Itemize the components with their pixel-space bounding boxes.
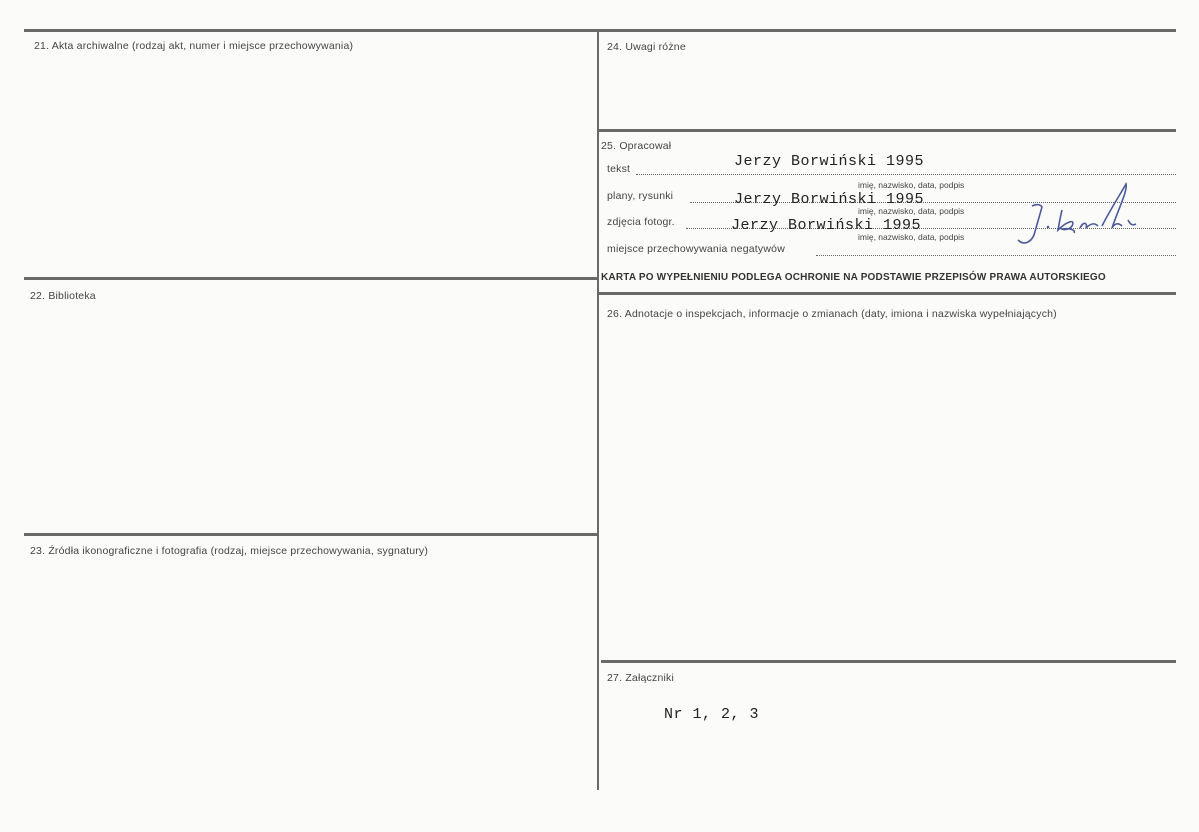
divider-26-27	[601, 660, 1176, 663]
center-divider-line	[597, 30, 599, 790]
copyright-notice: KARTA PO WYPEŁNIENIU PODLEGA OCHRONIE NA PODSTAWIE PRZEPISÓW PRAWA AUTORSKIEGO	[601, 272, 1106, 283]
text-author-line	[636, 174, 1176, 175]
section-24-label: 24. Uwagi różne	[607, 41, 686, 53]
text-author-value: Jerzy Borwiński 1995	[734, 153, 925, 170]
attachments-value: Nr 1, 2, 3	[664, 706, 760, 723]
photos-author-label: zdjęcia fotogr.	[607, 216, 675, 228]
negatives-location-label: miejsce przechowywania negatywów	[607, 243, 785, 255]
section-26-label: 26. Adnotacje o inspekcjach, informacje o zmianach (daty, imiona i nazwiska wypełniających)	[607, 308, 1057, 320]
plans-author-caption: imię, nazwisko, data, podpis	[858, 206, 965, 216]
handwritten-signature	[1014, 180, 1144, 250]
section-27-label: 27. Załączniki	[607, 672, 674, 684]
divider-25-26	[599, 292, 1176, 295]
divider-21-22	[24, 277, 597, 280]
negatives-location-line	[816, 255, 1176, 256]
plans-author-label: plany, rysunki	[607, 190, 674, 202]
text-author-label: tekst	[607, 163, 631, 175]
top-border-line	[24, 29, 1176, 32]
photos-author-value: Jerzy Borwiński 1995	[731, 217, 922, 234]
section-25-label: 25. Opracował	[601, 140, 672, 152]
divider-22-23	[24, 533, 597, 536]
section-23-label: 23. Źródła ikonograficzne i fotografia (rodzaj, miejsce przechowywania, sygnatury)	[30, 545, 429, 557]
divider-24-25	[599, 129, 1176, 132]
plans-author-value: Jerzy Borwiński 1995	[734, 191, 925, 208]
text-author-caption: imię, nazwisko, data, podpis	[858, 180, 965, 190]
section-22-label: 22. Biblioteka	[30, 290, 96, 302]
photos-author-caption: imię, nazwisko, data, podpis	[858, 232, 965, 242]
section-21-label: 21. Akta archiwalne (rodzaj akt, numer i miejsce przechowywania)	[34, 40, 354, 52]
